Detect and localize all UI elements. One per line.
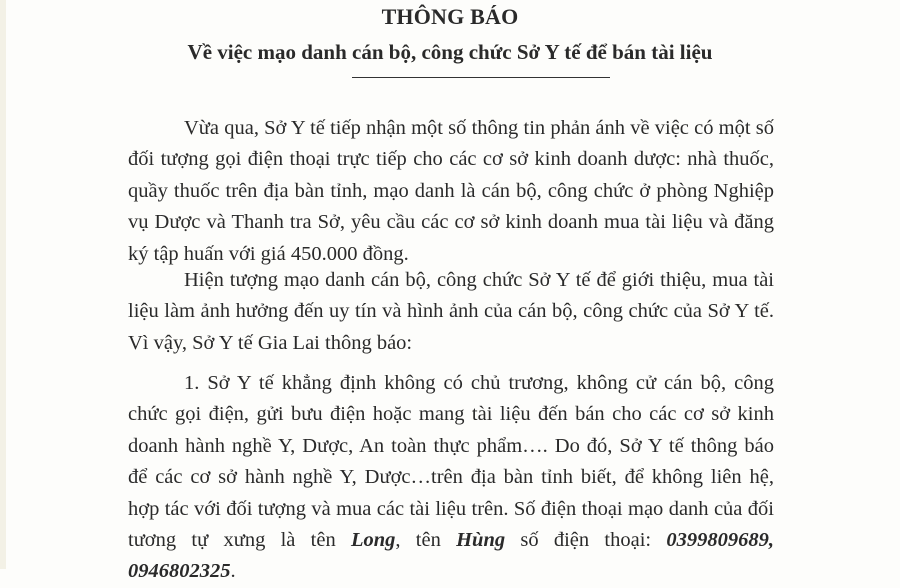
paragraph-line: đối tượng gọi điện thoại trực tiếp cho các cơ sở kinh doanh dược: nhà thuốc, (128, 148, 774, 171)
paragraph-line: doanh hành nghề Y, Dược, An toàn thực phẩm…. Do đó, Sở Y tế thông báo (128, 434, 774, 457)
impersonator-name-2: Hùng (456, 529, 506, 552)
paragraph-2 (128, 265, 774, 359)
document-title: THÔNG BÁO (381, 4, 519, 29)
paragraph-line: vụ Dược và Thanh tra Sở, yêu cầu các cơ sở kinh doanh mua tài liệu và đăng (128, 211, 774, 234)
paragraph-3 (128, 368, 774, 588)
page-edge (0, 0, 6, 569)
line-text: tương tự xưng là tên (128, 529, 351, 552)
paragraph-line (128, 113, 774, 144)
paragraph-line (128, 368, 774, 399)
impersonator-name-1: Long (350, 529, 396, 552)
line-text: . (230, 560, 236, 583)
paragraph-line: hợp tác với đối tượng và mua các tài liệu trên. Số điện thoại mạo danh của đối (128, 497, 774, 520)
paragraph-line: ký tập huấn với giá 450.000 đồng. (128, 242, 409, 265)
paragraph-line: để các cơ sở hành nghề Y, Dược…trên địa bàn tỉnh biết, để không liên hệ, (128, 466, 774, 489)
paragraph-line: liệu làm ảnh hưởng đến uy tín và hình ảnh của cán bộ, công chức của Sở Y tế. (128, 300, 774, 323)
paragraph-line: quầy thuốc trên địa bàn tỉnh, mạo danh là cán bộ, công chức ở phòng Nghiệp (128, 179, 774, 202)
paragraph-line: Vì vậy, Sở Y tế Gia Lai thông báo: (128, 331, 413, 354)
paragraph-1 (128, 113, 774, 270)
phone-number-2: 0946802325 (128, 560, 231, 583)
phone-number-1: 0399809689, (666, 529, 774, 552)
line-text: 1. Sở Y tế khẳng định không có chủ trương, không cử cán bộ, công (184, 372, 774, 394)
paragraph-line (128, 525, 774, 556)
line-text: Vừa qua, Sở Y tế tiếp nhận một số thông tin phản ánh về việc có một số (184, 117, 774, 139)
line-text: số điện thoại: (505, 529, 667, 552)
title-divider (352, 77, 610, 78)
line-text: , tên (395, 529, 457, 552)
paragraph-line (128, 265, 774, 296)
document-subtitle: Về việc mạo danh cán bộ, công chức Sở Y tế để bán tài liệu (187, 40, 713, 64)
line-text: Hiện tượng mạo danh cán bộ, công chức Sở Y tế để giới thiệu, mua tài (184, 269, 774, 291)
paragraph-line: chức gọi điện, gửi bưu điện hoặc mang tài liệu đến bán cho các cơ sở kinh (128, 403, 774, 426)
paragraph-line (128, 556, 774, 587)
